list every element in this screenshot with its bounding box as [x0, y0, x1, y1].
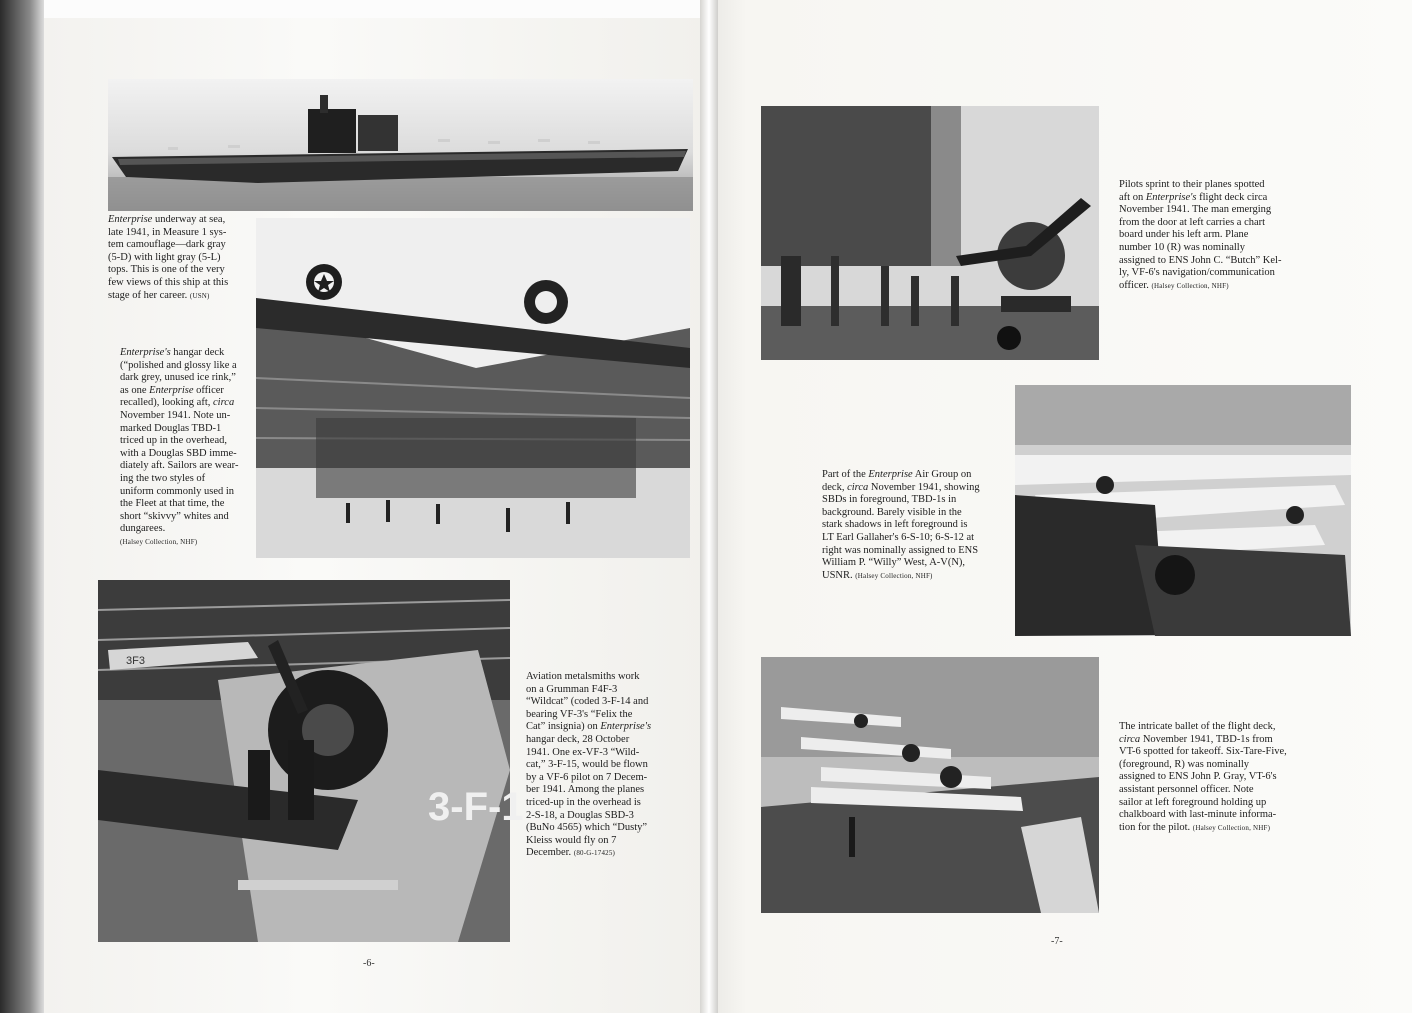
- caption-line: [526, 784, 694, 797]
- caption-text: dungarees.: [120, 523, 166, 535]
- caption-text: Aviation metalsmiths work: [526, 671, 640, 682]
- caption-text: Pilots sprint to their planes spotted: [1119, 179, 1265, 190]
- photo-marking-overhead: 3F3: [126, 655, 145, 667]
- caption-text: Kleiss would fly on 7: [526, 834, 617, 846]
- photo-credit: (Halsey Collection, NHF): [120, 537, 198, 546]
- caption-text: few views of this ship at this: [108, 276, 229, 288]
- caption-line: [1119, 179, 1294, 192]
- caption-line: [526, 835, 694, 848]
- caption-line: [120, 486, 258, 499]
- gutter: [700, 0, 718, 1013]
- caption-carrier-at-sea: [108, 214, 258, 302]
- caption-pilots-sprint: [1119, 179, 1294, 292]
- caption-text: December.: [526, 847, 574, 859]
- caption-text: November 1941, TBD-1s from: [1140, 733, 1273, 745]
- caption-line: [120, 385, 258, 398]
- caption-text: background. Barely visible in the: [822, 506, 962, 518]
- caption-text: dark grey, unused ice rink,”: [120, 372, 236, 384]
- caption-line: [526, 709, 694, 722]
- photo-pilots-sprint: [761, 106, 1099, 360]
- caption-text: Enterprise's: [600, 721, 652, 733]
- caption-text: short “skivvy” whites and: [120, 510, 229, 522]
- caption-line: [822, 494, 997, 507]
- caption-text: Enterprise: [149, 384, 194, 396]
- caption-line: [1119, 771, 1299, 784]
- caption-line: [1119, 255, 1294, 268]
- caption-text: aft on: [1119, 191, 1146, 203]
- caption-line: [526, 772, 694, 785]
- caption-line: [120, 372, 258, 385]
- caption-line: [108, 214, 258, 227]
- caption-text: tops. This is one of the very: [108, 264, 225, 276]
- caption-text: triced-up in the overhead is: [526, 796, 641, 808]
- caption-text: November 1941. Note un-: [120, 409, 231, 421]
- caption-text: (BuNo 4565) which “Dusty”: [526, 822, 648, 834]
- caption-text: on a Grumman F4F-3: [526, 683, 618, 695]
- caption-text: with a Douglas SBD imme-: [120, 447, 237, 459]
- caption-text: recalled), looking aft,: [120, 397, 214, 409]
- caption-text: circa: [847, 481, 869, 493]
- caption-line: [822, 545, 997, 558]
- caption-line: [120, 536, 258, 549]
- caption-line: [526, 696, 694, 709]
- caption-text: assistant personnel officer. Note: [1119, 783, 1254, 795]
- caption-text: as one: [120, 384, 150, 396]
- caption-text: uniform commonly used in: [120, 485, 235, 497]
- caption-line: [1119, 746, 1299, 759]
- caption-text: Enterprise: [108, 214, 153, 225]
- caption-line: [108, 277, 258, 290]
- caption-text: USNR.: [822, 569, 856, 581]
- caption-line: [1119, 229, 1294, 242]
- caption-text: by a VF-6 pilot on 7 Decem-: [526, 771, 648, 783]
- caption-line: [822, 469, 997, 482]
- caption-text: The intricate ballet of the flight deck,: [1119, 721, 1276, 732]
- caption-text: ing the two styles of: [120, 472, 206, 484]
- caption-text: the Fleet at that time, the: [120, 498, 225, 510]
- caption-text: bearing VF-3's “Felix the: [526, 708, 633, 720]
- caption-text: marked Douglas TBD-1: [120, 422, 222, 434]
- caption-metalsmiths-wildcat: [526, 671, 694, 860]
- caption-line: [526, 797, 694, 810]
- caption-line: [120, 435, 258, 448]
- caption-line: [526, 747, 694, 760]
- caption-text: hangar deck: [170, 347, 225, 358]
- caption-text: Enterprise's: [1145, 191, 1197, 203]
- caption-text: late 1941, in Measure 1 sys-: [108, 226, 227, 238]
- caption-text: 1941. One ex-VF-3 “Wild-: [526, 746, 640, 758]
- caption-line: [108, 227, 258, 240]
- caption-text: 2-S-18, a Douglas SBD-3: [526, 809, 634, 821]
- caption-line: [1119, 797, 1299, 810]
- photo-credit: (Halsey Collection, NHF): [855, 571, 933, 580]
- caption-line: [120, 511, 258, 524]
- caption-line: [120, 460, 258, 473]
- caption-text: tion for the pilot.: [1119, 821, 1193, 833]
- caption-line: [120, 448, 258, 461]
- caption-line: [526, 684, 694, 697]
- caption-flight-deck-ballet: [1119, 721, 1299, 834]
- caption-text: officer.: [1119, 279, 1152, 291]
- photo-metalsmiths-wildcat: [98, 580, 524, 942]
- caption-line: [822, 519, 997, 532]
- caption-text: tem camouflage—dark gray: [108, 239, 226, 251]
- caption-text: (foreground, R) was nominally: [1119, 758, 1250, 770]
- caption-line: [1119, 822, 1299, 835]
- caption-text: underway at sea,: [152, 214, 226, 225]
- caption-text: stark shadows in left foreground is: [822, 519, 968, 531]
- caption-text: chalkboard with last-minute informa-: [1119, 809, 1277, 821]
- photo-credit: (Halsey Collection, NHF): [1192, 823, 1271, 832]
- caption-text: circa: [213, 397, 235, 409]
- caption-line: [822, 557, 997, 570]
- caption-text: November 1941. The man emerging: [1119, 204, 1272, 216]
- caption-text: sailor at left foreground holding up: [1119, 796, 1267, 808]
- photo-credit: (80-G-17425): [573, 849, 616, 858]
- background-shadow: [0, 0, 44, 1013]
- caption-line: [120, 473, 258, 486]
- photo-flight-deck-ballet: [761, 657, 1099, 913]
- photo-marking-wildcat: 3-F-1: [428, 785, 524, 829]
- caption-text: hangar deck, 28 October: [526, 733, 630, 745]
- caption-text: “Wildcat” (coded 3-F-14 and: [526, 696, 649, 708]
- caption-text: stage of her career.: [108, 289, 190, 301]
- caption-text: November 1941, showing: [868, 481, 980, 493]
- caption-line: [1119, 204, 1294, 217]
- caption-air-group: [822, 469, 997, 582]
- caption-text: (5-D) with light gray (5-L): [108, 251, 221, 263]
- caption-text: diately aft. Sailors are wear-: [120, 460, 239, 472]
- caption-text: William P. “Willy” West, A-V(N),: [822, 557, 966, 569]
- caption-line: [1119, 280, 1294, 293]
- caption-line: [526, 822, 694, 835]
- caption-text: Part of the: [822, 469, 869, 480]
- caption-text: flight deck circa: [1196, 191, 1268, 203]
- caption-line: [1119, 192, 1294, 205]
- photo-hangar-deck: [256, 218, 690, 558]
- caption-text: deck,: [822, 481, 848, 493]
- caption-hangar-deck: [120, 347, 258, 549]
- caption-text: Enterprise: [868, 469, 913, 480]
- caption-line: [1119, 267, 1294, 280]
- photo-carrier-at-sea: [108, 79, 693, 211]
- caption-text: VT-6 spotted for takeoff. Six-Tare-Five,: [1119, 746, 1287, 758]
- caption-line: [1119, 759, 1299, 772]
- caption-line: [120, 523, 258, 536]
- caption-text: triced up in the overhead,: [120, 435, 227, 447]
- caption-text: board under his left arm. Plane: [1119, 229, 1249, 241]
- caption-line: [120, 498, 258, 511]
- caption-line: [822, 507, 997, 520]
- caption-text: SBDs in foreground, TBD-1s in: [822, 494, 957, 506]
- caption-text: ly, VF-6's navigation/communication: [1119, 267, 1275, 279]
- caption-line: [120, 347, 258, 360]
- caption-line: [108, 239, 258, 252]
- caption-text: from the door at left carries a chart: [1119, 216, 1266, 228]
- caption-line: [822, 482, 997, 495]
- caption-text: Enterprise's: [120, 347, 171, 358]
- caption-line: [822, 570, 997, 583]
- caption-line: [120, 360, 258, 373]
- caption-line: [526, 759, 694, 772]
- photo-credit: (USN): [189, 291, 210, 300]
- photo-air-group-on-deck: [1015, 385, 1351, 636]
- caption-line: [120, 397, 258, 410]
- caption-text: assigned to ENS John P. Gray, VT-6's: [1119, 771, 1277, 783]
- caption-line: [1119, 809, 1299, 822]
- caption-text: Cat” insignia) on: [526, 721, 601, 733]
- page-number-left: -6-: [363, 958, 375, 969]
- caption-text: officer: [193, 384, 224, 396]
- caption-line: [120, 410, 258, 423]
- caption-line: [822, 532, 997, 545]
- caption-line: [120, 423, 258, 436]
- caption-line: [108, 264, 258, 277]
- caption-line: [526, 721, 694, 734]
- caption-line: [1119, 721, 1299, 734]
- caption-text: circa: [1119, 733, 1141, 745]
- photo-credit: (Halsey Collection, NHF): [1151, 281, 1229, 290]
- caption-text: cat,” 3-F-15, would be flown: [526, 759, 648, 771]
- caption-text: Air Group on: [912, 469, 972, 480]
- caption-text: ber 1941. Among the planes: [526, 784, 645, 796]
- caption-line: [1119, 784, 1299, 797]
- caption-line: [526, 810, 694, 823]
- caption-text: right was nominally assigned to ENS: [822, 544, 979, 556]
- caption-text: number 10 (R) was nominally: [1119, 241, 1245, 253]
- caption-text: (“polished and glossy like a: [120, 359, 237, 371]
- caption-line: [526, 671, 694, 684]
- caption-line: [526, 734, 694, 747]
- page-number-right: -7-: [1051, 936, 1063, 947]
- caption-line: [1119, 242, 1294, 255]
- caption-text: assigned to ENS John C. “Butch” Kel-: [1119, 254, 1282, 266]
- caption-line: [108, 252, 258, 265]
- caption-line: [526, 847, 694, 860]
- caption-text: LT Earl Gallaher's 6-S-10; 6-S-12 at: [822, 531, 975, 543]
- caption-line: [1119, 217, 1294, 230]
- caption-line: [108, 290, 258, 303]
- caption-line: [1119, 734, 1299, 747]
